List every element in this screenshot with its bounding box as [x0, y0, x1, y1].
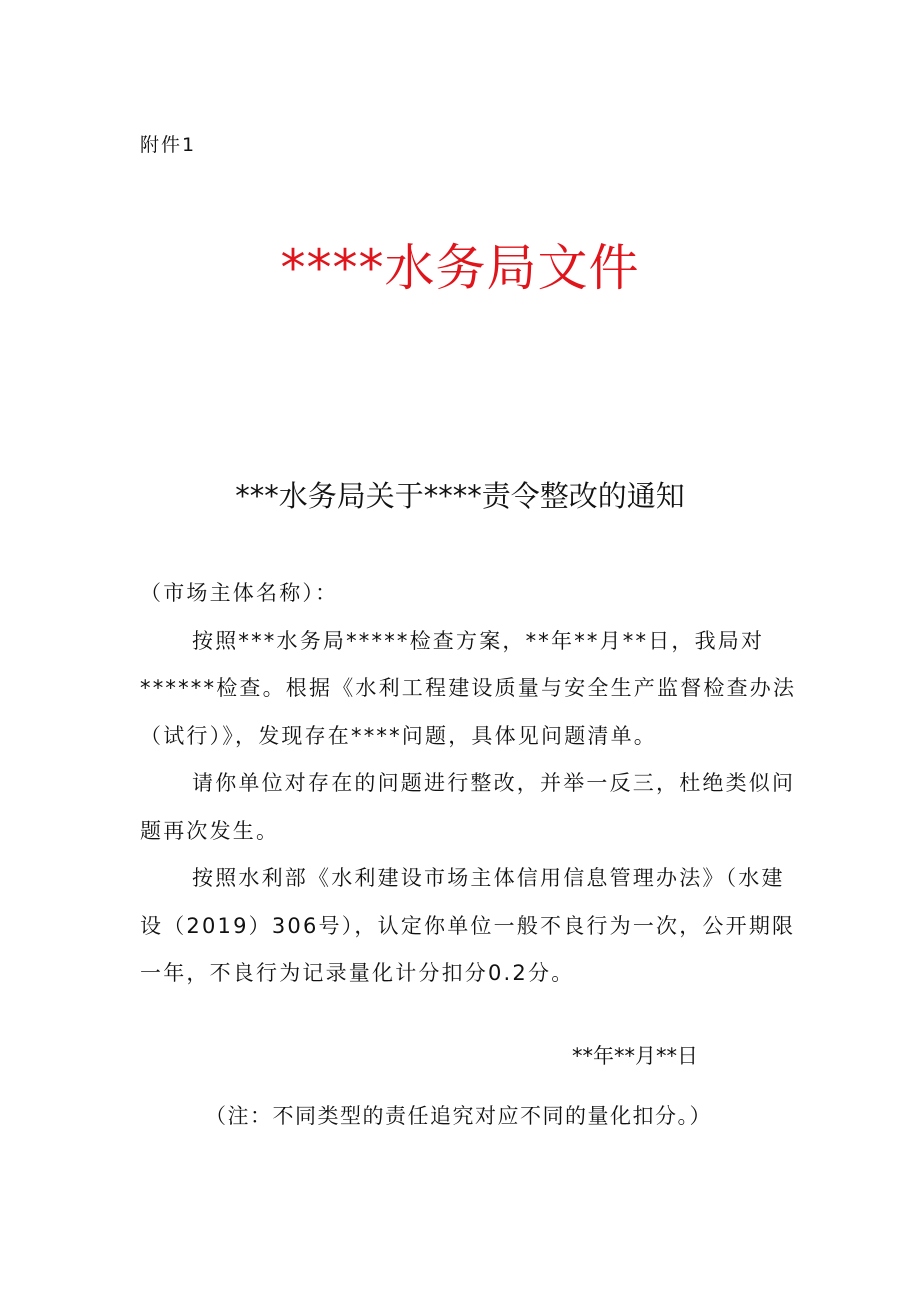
paragraph-2: 请你单位对存在的问题进行整改，并举一反三，杜绝类似问题再次发生。: [140, 771, 796, 843]
document-header: ****水务局文件: [280, 239, 640, 297]
addressee: （市场主体名称）：: [140, 581, 339, 605]
paragraph-1: 按照***水务局*****检查方案，**年**月**日，我局对******检查。根据《水利工程建设质量与安全生产监督检查办法（试行）》，发现存在****问题，具体见问题清单。: [140, 628, 797, 748]
footnote: （注：不同类型的责任追究对应不同的量化扣分。）: [205, 1104, 712, 1128]
document-title: ***水务局关于****责令整改的通知: [235, 479, 685, 513]
document-body: [140, 570, 800, 998]
issue-date: **年**月**日: [572, 1044, 698, 1068]
attachment-label: 附件1: [140, 134, 197, 156]
paragraph-3: 按照水利部《水利建设市场主体信用信息管理办法》（水建设（2019）306号），认定你单位一般不良行为一次，公开期限一年，不良行为记录量化计分扣分0.2分。: [140, 866, 796, 985]
